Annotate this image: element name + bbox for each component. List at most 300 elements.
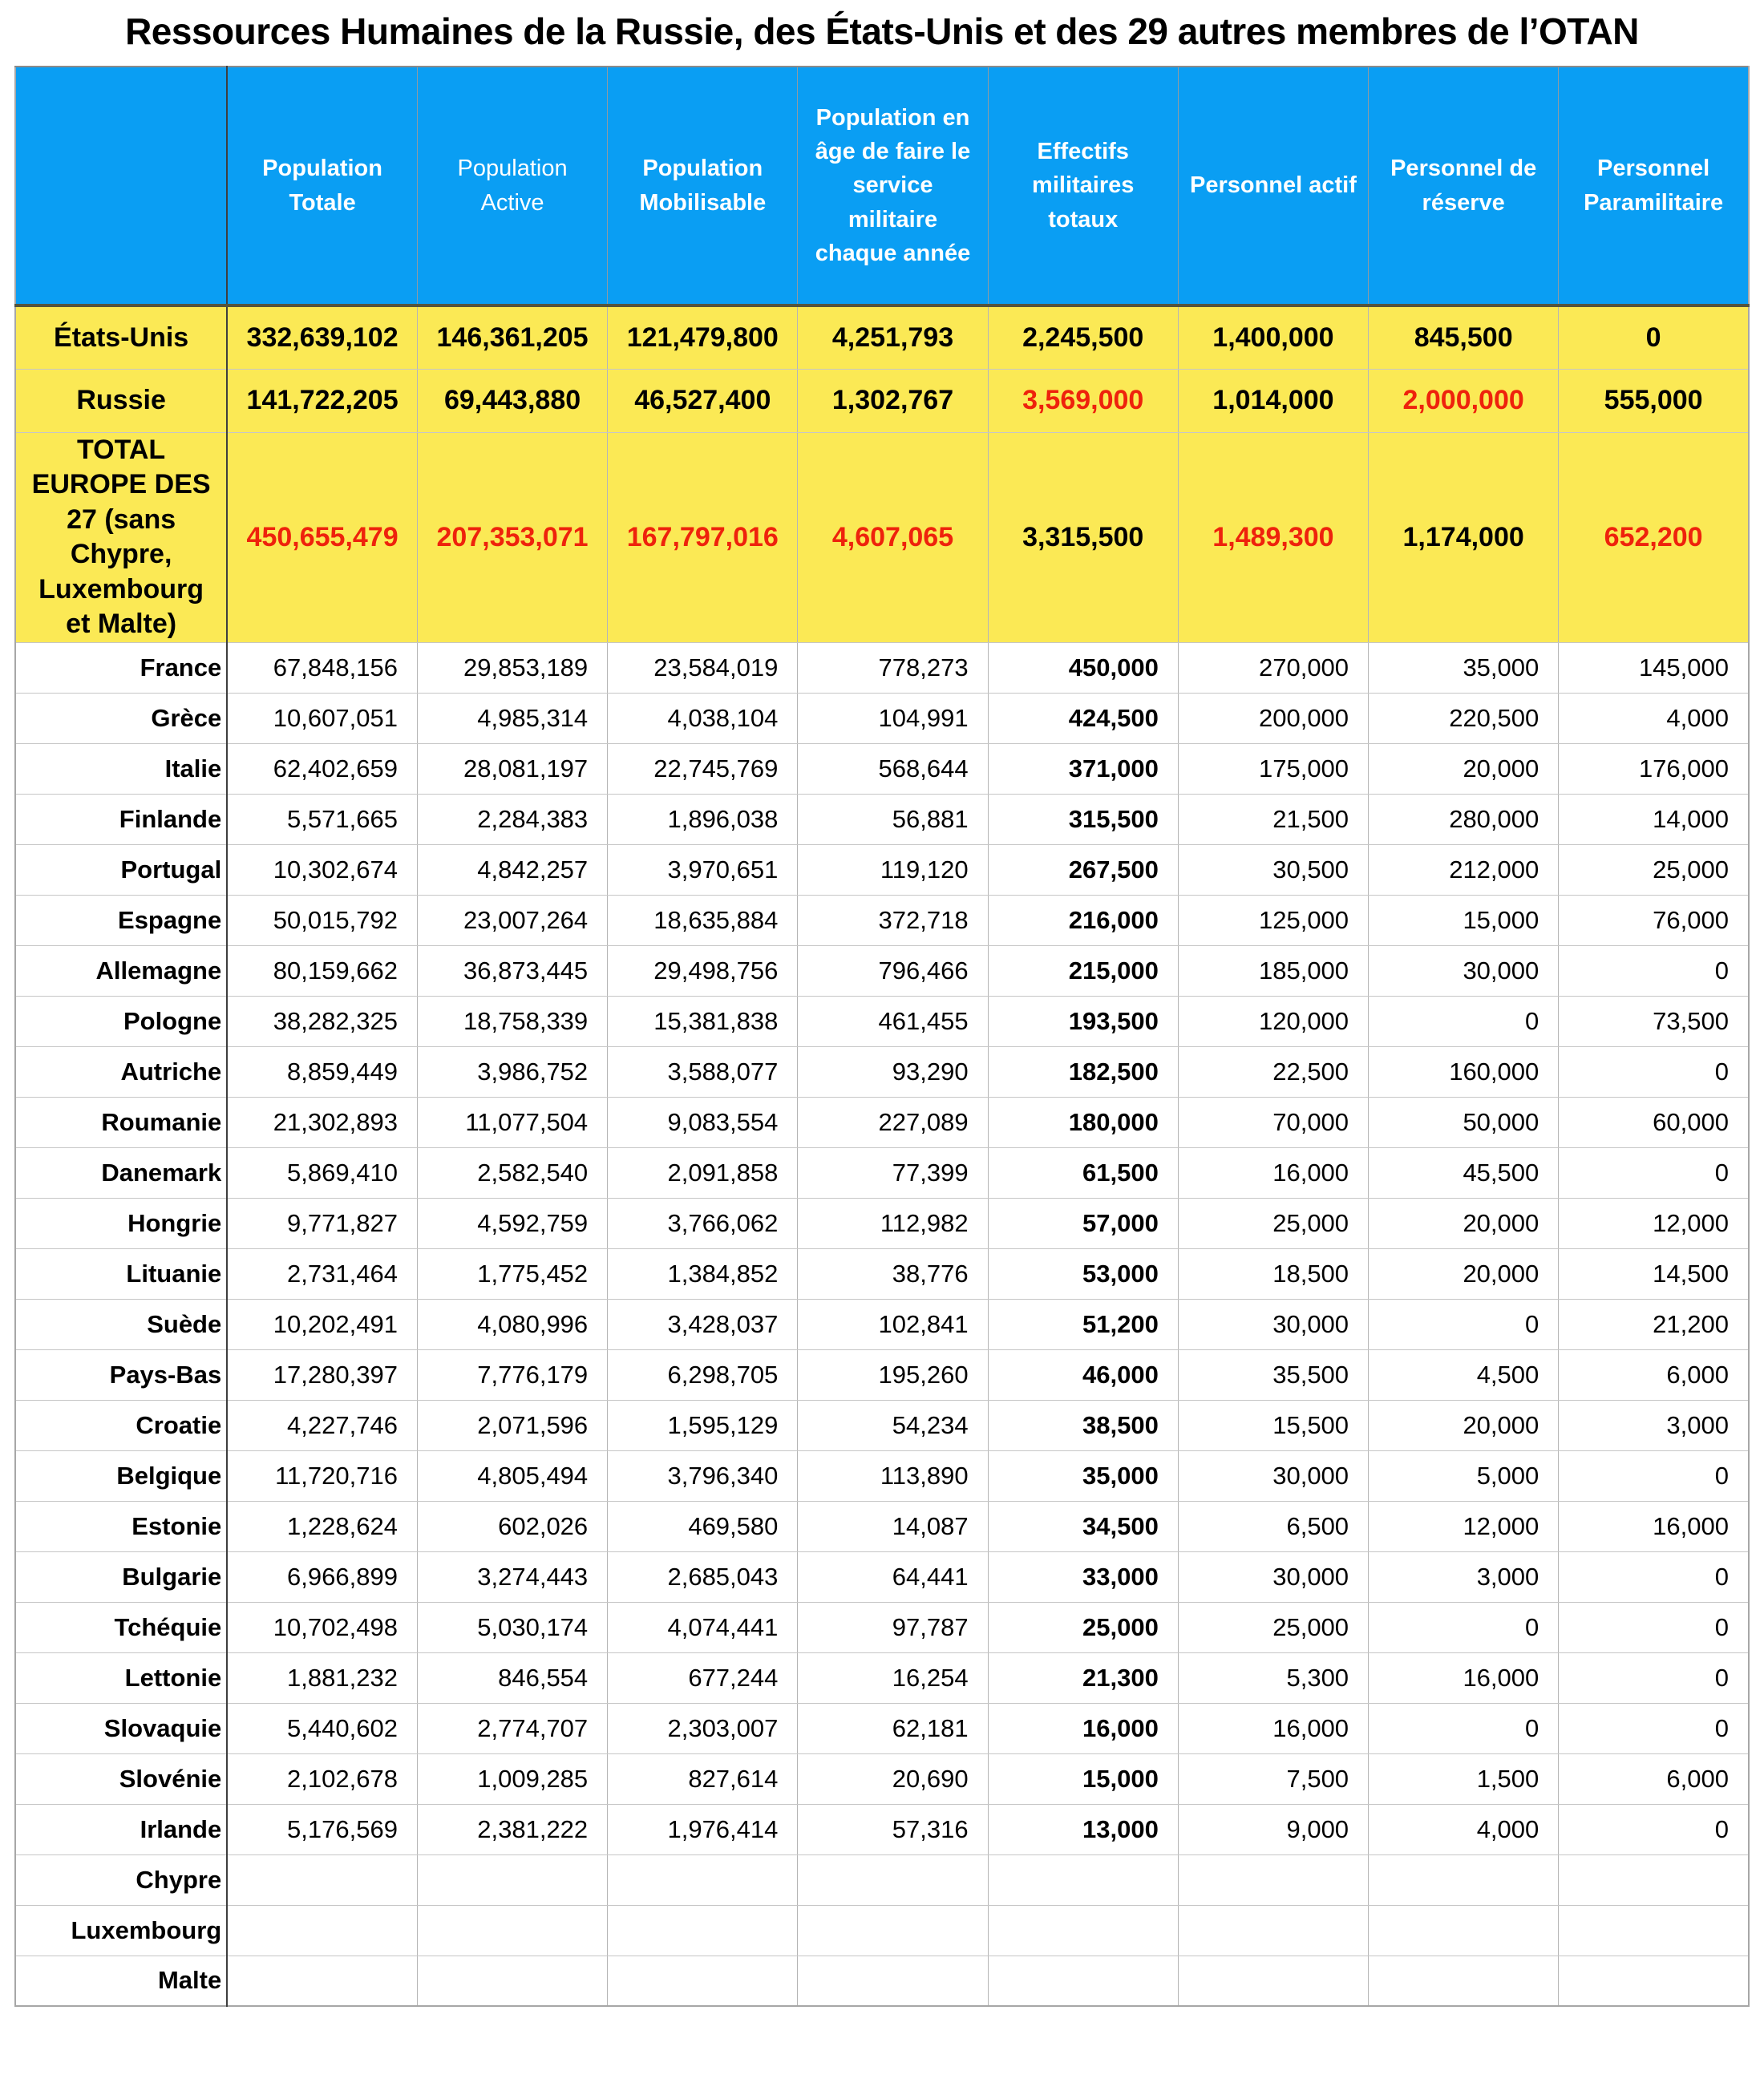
data-cell: 5,440,602	[227, 1703, 417, 1753]
data-cell: 113,890	[798, 1450, 988, 1501]
data-cell: 97,787	[798, 1602, 988, 1652]
data-cell: 121,479,800	[608, 305, 798, 369]
data-cell: 38,776	[798, 1248, 988, 1299]
table-row	[15, 1400, 1749, 1450]
row-label: Pays-Bas	[15, 1349, 227, 1400]
data-cell: 2,731,464	[227, 1248, 417, 1299]
header-row	[15, 67, 1749, 305]
data-cell: 15,000	[988, 1753, 1178, 1804]
table-row	[15, 1501, 1749, 1551]
data-cell	[417, 1854, 607, 1905]
data-cell: 555,000	[1559, 369, 1749, 432]
data-cell: 120,000	[1178, 996, 1368, 1046]
data-cell: 315,500	[988, 794, 1178, 844]
data-cell: 3,970,651	[608, 844, 798, 895]
table-row	[15, 1147, 1749, 1198]
data-cell: 846,554	[417, 1652, 607, 1703]
data-cell: 220,500	[1369, 693, 1559, 743]
data-cell: 22,500	[1178, 1046, 1368, 1097]
data-cell: 6,000	[1559, 1753, 1749, 1804]
data-cell: 62,181	[798, 1703, 988, 1753]
data-cell: 652,200	[1559, 432, 1749, 642]
data-cell: 4,607,065	[798, 432, 988, 642]
data-cell: 2,091,858	[608, 1147, 798, 1198]
data-cell: 25,000	[1178, 1602, 1368, 1652]
data-cell: 112,982	[798, 1198, 988, 1248]
data-cell: 227,089	[798, 1097, 988, 1147]
data-cell	[608, 1956, 798, 2006]
data-cell: 10,302,674	[227, 844, 417, 895]
data-cell: 0	[1559, 1703, 1749, 1753]
data-cell: 3,766,062	[608, 1198, 798, 1248]
data-cell: 2,685,043	[608, 1551, 798, 1602]
data-cell: 5,176,569	[227, 1804, 417, 1854]
data-cell	[1369, 1956, 1559, 2006]
table-row	[15, 945, 1749, 996]
data-cell: 15,500	[1178, 1400, 1368, 1450]
data-cell: 3,428,037	[608, 1299, 798, 1349]
data-cell: 1,896,038	[608, 794, 798, 844]
data-cell: 34,500	[988, 1501, 1178, 1551]
data-cell: 1,775,452	[417, 1248, 607, 1299]
data-cell: 4,080,996	[417, 1299, 607, 1349]
row-label: Italie	[15, 743, 227, 794]
data-cell: 0	[1559, 1602, 1749, 1652]
data-cell	[1178, 1956, 1368, 2006]
row-label: Tchéquie	[15, 1602, 227, 1652]
row-label: États-Unis	[15, 305, 227, 369]
data-cell	[988, 1854, 1178, 1905]
data-cell: 0	[1559, 1551, 1749, 1602]
data-cell: 11,077,504	[417, 1097, 607, 1147]
data-cell: 5,030,174	[417, 1602, 607, 1652]
row-label: Irlande	[15, 1804, 227, 1854]
data-cell: 371,000	[988, 743, 1178, 794]
data-cell: 4,500	[1369, 1349, 1559, 1400]
table-row	[15, 1753, 1749, 1804]
data-cell	[608, 1854, 798, 1905]
data-cell: 0	[1559, 1450, 1749, 1501]
data-cell: 212,000	[1369, 844, 1559, 895]
data-cell: 182,500	[988, 1046, 1178, 1097]
data-cell	[1559, 1956, 1749, 2006]
row-label: France	[15, 642, 227, 693]
data-cell: 9,000	[1178, 1804, 1368, 1854]
data-cell: 0	[1559, 945, 1749, 996]
data-cell: 4,985,314	[417, 693, 607, 743]
data-cell: 1,174,000	[1369, 432, 1559, 642]
data-cell: 18,500	[1178, 1248, 1368, 1299]
data-cell	[1559, 1854, 1749, 1905]
data-cell	[798, 1956, 988, 2006]
table-row	[15, 743, 1749, 794]
data-cell: 21,200	[1559, 1299, 1749, 1349]
data-cell: 4,000	[1369, 1804, 1559, 1854]
data-cell: 3,796,340	[608, 1450, 798, 1501]
row-label: Pologne	[15, 996, 227, 1046]
data-cell: 10,202,491	[227, 1299, 417, 1349]
table-row	[15, 1956, 1749, 2006]
data-cell: 57,316	[798, 1804, 988, 1854]
data-cell: 13,000	[988, 1804, 1178, 1854]
table-row	[15, 1248, 1749, 1299]
data-cell: 3,588,077	[608, 1046, 798, 1097]
data-cell: 160,000	[1369, 1046, 1559, 1097]
data-cell: 29,853,189	[417, 642, 607, 693]
row-label: Grèce	[15, 693, 227, 743]
row-label: Chypre	[15, 1854, 227, 1905]
data-cell: 2,381,222	[417, 1804, 607, 1854]
data-cell: 21,302,893	[227, 1097, 417, 1147]
data-cell: 4,592,759	[417, 1198, 607, 1248]
data-cell: 35,000	[1369, 642, 1559, 693]
data-cell: 4,227,746	[227, 1400, 417, 1450]
table-row	[15, 895, 1749, 945]
data-cell: 141,722,205	[227, 369, 417, 432]
page-title: Ressources Humaines de la Russie, des États-Unis et des 29 autres membres de l’OTAN	[125, 10, 1639, 52]
data-cell: 0	[1559, 1147, 1749, 1198]
data-cell	[1178, 1905, 1368, 1956]
data-cell: 0	[1559, 1652, 1749, 1703]
data-cell: 16,000	[1178, 1703, 1368, 1753]
data-cell: 25,000	[1559, 844, 1749, 895]
data-cell	[798, 1905, 988, 1956]
data-cell	[1559, 1905, 1749, 1956]
table-row	[15, 369, 1749, 432]
table-row	[15, 1450, 1749, 1501]
corner-header-cell	[15, 67, 227, 305]
row-label: Slovénie	[15, 1753, 227, 1804]
data-cell: 7,776,179	[417, 1349, 607, 1400]
data-cell: 18,635,884	[608, 895, 798, 945]
data-cell: 145,000	[1559, 642, 1749, 693]
data-cell: 6,500	[1178, 1501, 1368, 1551]
data-cell	[227, 1854, 417, 1905]
data-cell: 6,298,705	[608, 1349, 798, 1400]
data-cell: 1,302,767	[798, 369, 988, 432]
data-cell: 332,639,102	[227, 305, 417, 369]
row-label: Bulgarie	[15, 1551, 227, 1602]
data-cell: 119,120	[798, 844, 988, 895]
data-cell	[798, 1854, 988, 1905]
data-cell: 62,402,659	[227, 743, 417, 794]
data-cell: 1,489,300	[1178, 432, 1368, 642]
row-label: TOTAL EUROPE DES 27 (sans Chypre, Luxembourg et Malte)	[15, 432, 227, 642]
data-cell	[227, 1905, 417, 1956]
row-label: Slovaquie	[15, 1703, 227, 1753]
data-cell: 54,234	[798, 1400, 988, 1450]
data-cell: 267,500	[988, 844, 1178, 895]
data-cell	[1369, 1854, 1559, 1905]
data-cell: 35,500	[1178, 1349, 1368, 1400]
data-cell: 1,384,852	[608, 1248, 798, 1299]
data-cell: 20,690	[798, 1753, 988, 1804]
data-cell: 7,500	[1178, 1753, 1368, 1804]
row-label: Hongrie	[15, 1198, 227, 1248]
data-cell: 23,007,264	[417, 895, 607, 945]
row-label: Portugal	[15, 844, 227, 895]
data-cell: 193,500	[988, 996, 1178, 1046]
data-cell: 23,584,019	[608, 642, 798, 693]
data-cell: 1,595,129	[608, 1400, 798, 1450]
data-cell: 469,580	[608, 1501, 798, 1551]
table-row	[15, 1854, 1749, 1905]
data-cell	[1178, 1854, 1368, 1905]
data-cell: 46,527,400	[608, 369, 798, 432]
data-cell: 0	[1559, 1046, 1749, 1097]
data-cell: 1,500	[1369, 1753, 1559, 1804]
table-row	[15, 794, 1749, 844]
row-label: Autriche	[15, 1046, 227, 1097]
data-cell: 104,991	[798, 693, 988, 743]
data-cell: 30,500	[1178, 844, 1368, 895]
data-cell: 1,881,232	[227, 1652, 417, 1703]
table-row	[15, 432, 1749, 642]
data-cell: 36,873,445	[417, 945, 607, 996]
table-row	[15, 1046, 1749, 1097]
data-cell: 16,000	[1178, 1147, 1368, 1198]
data-cell: 450,000	[988, 642, 1178, 693]
data-cell: 0	[1369, 1602, 1559, 1652]
row-label: Finlande	[15, 794, 227, 844]
data-cell: 57,000	[988, 1198, 1178, 1248]
table-row	[15, 996, 1749, 1046]
data-cell: 28,081,197	[417, 743, 607, 794]
data-cell: 215,000	[988, 945, 1178, 996]
data-cell: 46,000	[988, 1349, 1178, 1400]
data-cell: 0	[1559, 1804, 1749, 1854]
data-cell: 16,000	[1559, 1501, 1749, 1551]
data-cell	[417, 1905, 607, 1956]
table-row	[15, 1652, 1749, 1703]
data-cell: 11,720,716	[227, 1450, 417, 1501]
table-row	[15, 693, 1749, 743]
data-cell: 50,015,792	[227, 895, 417, 945]
data-cell: 10,702,498	[227, 1602, 417, 1652]
data-cell	[608, 1905, 798, 1956]
data-cell: 195,260	[798, 1349, 988, 1400]
data-cell: 12,000	[1559, 1198, 1749, 1248]
data-cell: 5,000	[1369, 1450, 1559, 1501]
data-cell: 35,000	[988, 1450, 1178, 1501]
table-row	[15, 1703, 1749, 1753]
data-cell: 51,200	[988, 1299, 1178, 1349]
table-row	[15, 1299, 1749, 1349]
data-cell: 15,381,838	[608, 996, 798, 1046]
data-cell: 102,841	[798, 1299, 988, 1349]
table-row	[15, 1551, 1749, 1602]
data-cell: 778,273	[798, 642, 988, 693]
data-cell: 450,655,479	[227, 432, 417, 642]
data-cell: 1,400,000	[1178, 305, 1368, 369]
data-cell: 2,245,500	[988, 305, 1178, 369]
data-cell: 0	[1369, 1703, 1559, 1753]
data-table	[14, 66, 1750, 2007]
data-cell: 2,303,007	[608, 1703, 798, 1753]
data-cell: 93,290	[798, 1046, 988, 1097]
data-cell: 3,986,752	[417, 1046, 607, 1097]
data-cell: 10,607,051	[227, 693, 417, 743]
data-cell: 9,771,827	[227, 1198, 417, 1248]
data-cell: 5,869,410	[227, 1147, 417, 1198]
table-row	[15, 1602, 1749, 1652]
row-label: Danemark	[15, 1147, 227, 1198]
row-label: Luxembourg	[15, 1905, 227, 1956]
data-cell: 64,441	[798, 1551, 988, 1602]
data-cell: 5,571,665	[227, 794, 417, 844]
column-header: Personnel Paramilitaire	[1559, 67, 1749, 305]
data-cell: 180,000	[988, 1097, 1178, 1147]
data-cell: 3,569,000	[988, 369, 1178, 432]
data-cell: 175,000	[1178, 743, 1368, 794]
data-cell: 568,644	[798, 743, 988, 794]
data-cell: 200,000	[1178, 693, 1368, 743]
data-cell: 33,000	[988, 1551, 1178, 1602]
data-cell: 77,399	[798, 1147, 988, 1198]
data-cell: 3,315,500	[988, 432, 1178, 642]
data-cell: 2,284,383	[417, 794, 607, 844]
table-body	[15, 305, 1749, 2006]
data-cell: 2,000,000	[1369, 369, 1559, 432]
data-cell: 2,102,678	[227, 1753, 417, 1804]
table-row	[15, 1804, 1749, 1854]
table-row	[15, 642, 1749, 693]
data-cell: 67,848,156	[227, 642, 417, 693]
data-cell: 461,455	[798, 996, 988, 1046]
data-cell: 424,500	[988, 693, 1178, 743]
data-cell: 0	[1559, 305, 1749, 369]
column-header: Effectifs militaires totaux	[988, 67, 1178, 305]
data-cell: 73,500	[1559, 996, 1749, 1046]
data-cell: 167,797,016	[608, 432, 798, 642]
table-row	[15, 305, 1749, 369]
data-cell: 1,009,285	[417, 1753, 607, 1804]
data-cell: 5,300	[1178, 1652, 1368, 1703]
data-cell: 22,745,769	[608, 743, 798, 794]
data-cell: 38,500	[988, 1400, 1178, 1450]
data-cell: 185,000	[1178, 945, 1368, 996]
data-cell: 6,000	[1559, 1349, 1749, 1400]
row-label: Lituanie	[15, 1248, 227, 1299]
row-label: Roumanie	[15, 1097, 227, 1147]
table-row	[15, 1097, 1749, 1147]
data-cell: 70,000	[1178, 1097, 1368, 1147]
data-cell: 25,000	[988, 1602, 1178, 1652]
data-cell: 207,353,071	[417, 432, 607, 642]
data-cell: 796,466	[798, 945, 988, 996]
data-cell: 216,000	[988, 895, 1178, 945]
data-cell: 2,774,707	[417, 1703, 607, 1753]
data-cell: 4,074,441	[608, 1602, 798, 1652]
table-row	[15, 1198, 1749, 1248]
data-cell: 15,000	[1369, 895, 1559, 945]
data-cell: 4,251,793	[798, 305, 988, 369]
data-cell: 1,014,000	[1178, 369, 1368, 432]
data-cell: 60,000	[1559, 1097, 1749, 1147]
data-cell: 16,254	[798, 1652, 988, 1703]
row-label: Allemagne	[15, 945, 227, 996]
data-cell: 3,000	[1369, 1551, 1559, 1602]
data-cell: 80,159,662	[227, 945, 417, 996]
data-cell	[1369, 1905, 1559, 1956]
data-cell: 25,000	[1178, 1198, 1368, 1248]
data-cell: 69,443,880	[417, 369, 607, 432]
data-cell: 6,966,899	[227, 1551, 417, 1602]
data-cell	[227, 1956, 417, 2006]
data-cell: 30,000	[1369, 945, 1559, 996]
data-cell: 3,000	[1559, 1400, 1749, 1450]
data-cell: 0	[1369, 996, 1559, 1046]
data-cell: 50,000	[1369, 1097, 1559, 1147]
data-cell: 4,038,104	[608, 693, 798, 743]
table-row	[15, 1349, 1749, 1400]
data-cell: 20,000	[1369, 1400, 1559, 1450]
row-label: Suède	[15, 1299, 227, 1349]
row-label: Malte	[15, 1956, 227, 2006]
data-cell: 21,500	[1178, 794, 1368, 844]
data-cell: 76,000	[1559, 895, 1749, 945]
data-cell: 14,500	[1559, 1248, 1749, 1299]
data-cell: 8,859,449	[227, 1046, 417, 1097]
data-cell: 3,274,443	[417, 1551, 607, 1602]
row-label: Estonie	[15, 1501, 227, 1551]
data-cell: 29,498,756	[608, 945, 798, 996]
table-header	[15, 67, 1749, 305]
data-cell: 827,614	[608, 1753, 798, 1804]
row-label: Espagne	[15, 895, 227, 945]
data-cell: 20,000	[1369, 743, 1559, 794]
data-cell: 372,718	[798, 895, 988, 945]
data-cell: 2,071,596	[417, 1400, 607, 1450]
data-cell: 4,805,494	[417, 1450, 607, 1501]
row-label: Croatie	[15, 1400, 227, 1450]
data-cell: 1,228,624	[227, 1501, 417, 1551]
data-cell: 30,000	[1178, 1551, 1368, 1602]
row-label: Belgique	[15, 1450, 227, 1501]
data-cell: 4,842,257	[417, 844, 607, 895]
column-header: Population Mobilisable	[608, 67, 798, 305]
data-cell: 176,000	[1559, 743, 1749, 794]
data-cell	[988, 1956, 1178, 2006]
data-cell: 20,000	[1369, 1198, 1559, 1248]
data-cell: 4,000	[1559, 693, 1749, 743]
data-cell: 16,000	[988, 1703, 1178, 1753]
data-cell: 845,500	[1369, 305, 1559, 369]
data-cell: 602,026	[417, 1501, 607, 1551]
data-cell: 30,000	[1178, 1450, 1368, 1501]
data-cell	[988, 1905, 1178, 1956]
data-cell: 9,083,554	[608, 1097, 798, 1147]
data-cell: 0	[1369, 1299, 1559, 1349]
data-cell: 280,000	[1369, 794, 1559, 844]
row-label: Russie	[15, 369, 227, 432]
data-cell: 146,361,205	[417, 305, 607, 369]
data-cell: 53,000	[988, 1248, 1178, 1299]
data-cell: 14,087	[798, 1501, 988, 1551]
data-cell: 21,300	[988, 1652, 1178, 1703]
data-cell: 16,000	[1369, 1652, 1559, 1703]
column-header: Population Active	[417, 67, 607, 305]
data-cell: 12,000	[1369, 1501, 1559, 1551]
data-cell	[417, 1956, 607, 2006]
data-cell: 1,976,414	[608, 1804, 798, 1854]
data-cell: 17,280,397	[227, 1349, 417, 1400]
data-cell: 56,881	[798, 794, 988, 844]
data-cell: 677,244	[608, 1652, 798, 1703]
column-header: Population Totale	[227, 67, 417, 305]
table-row	[15, 844, 1749, 895]
data-cell: 30,000	[1178, 1299, 1368, 1349]
